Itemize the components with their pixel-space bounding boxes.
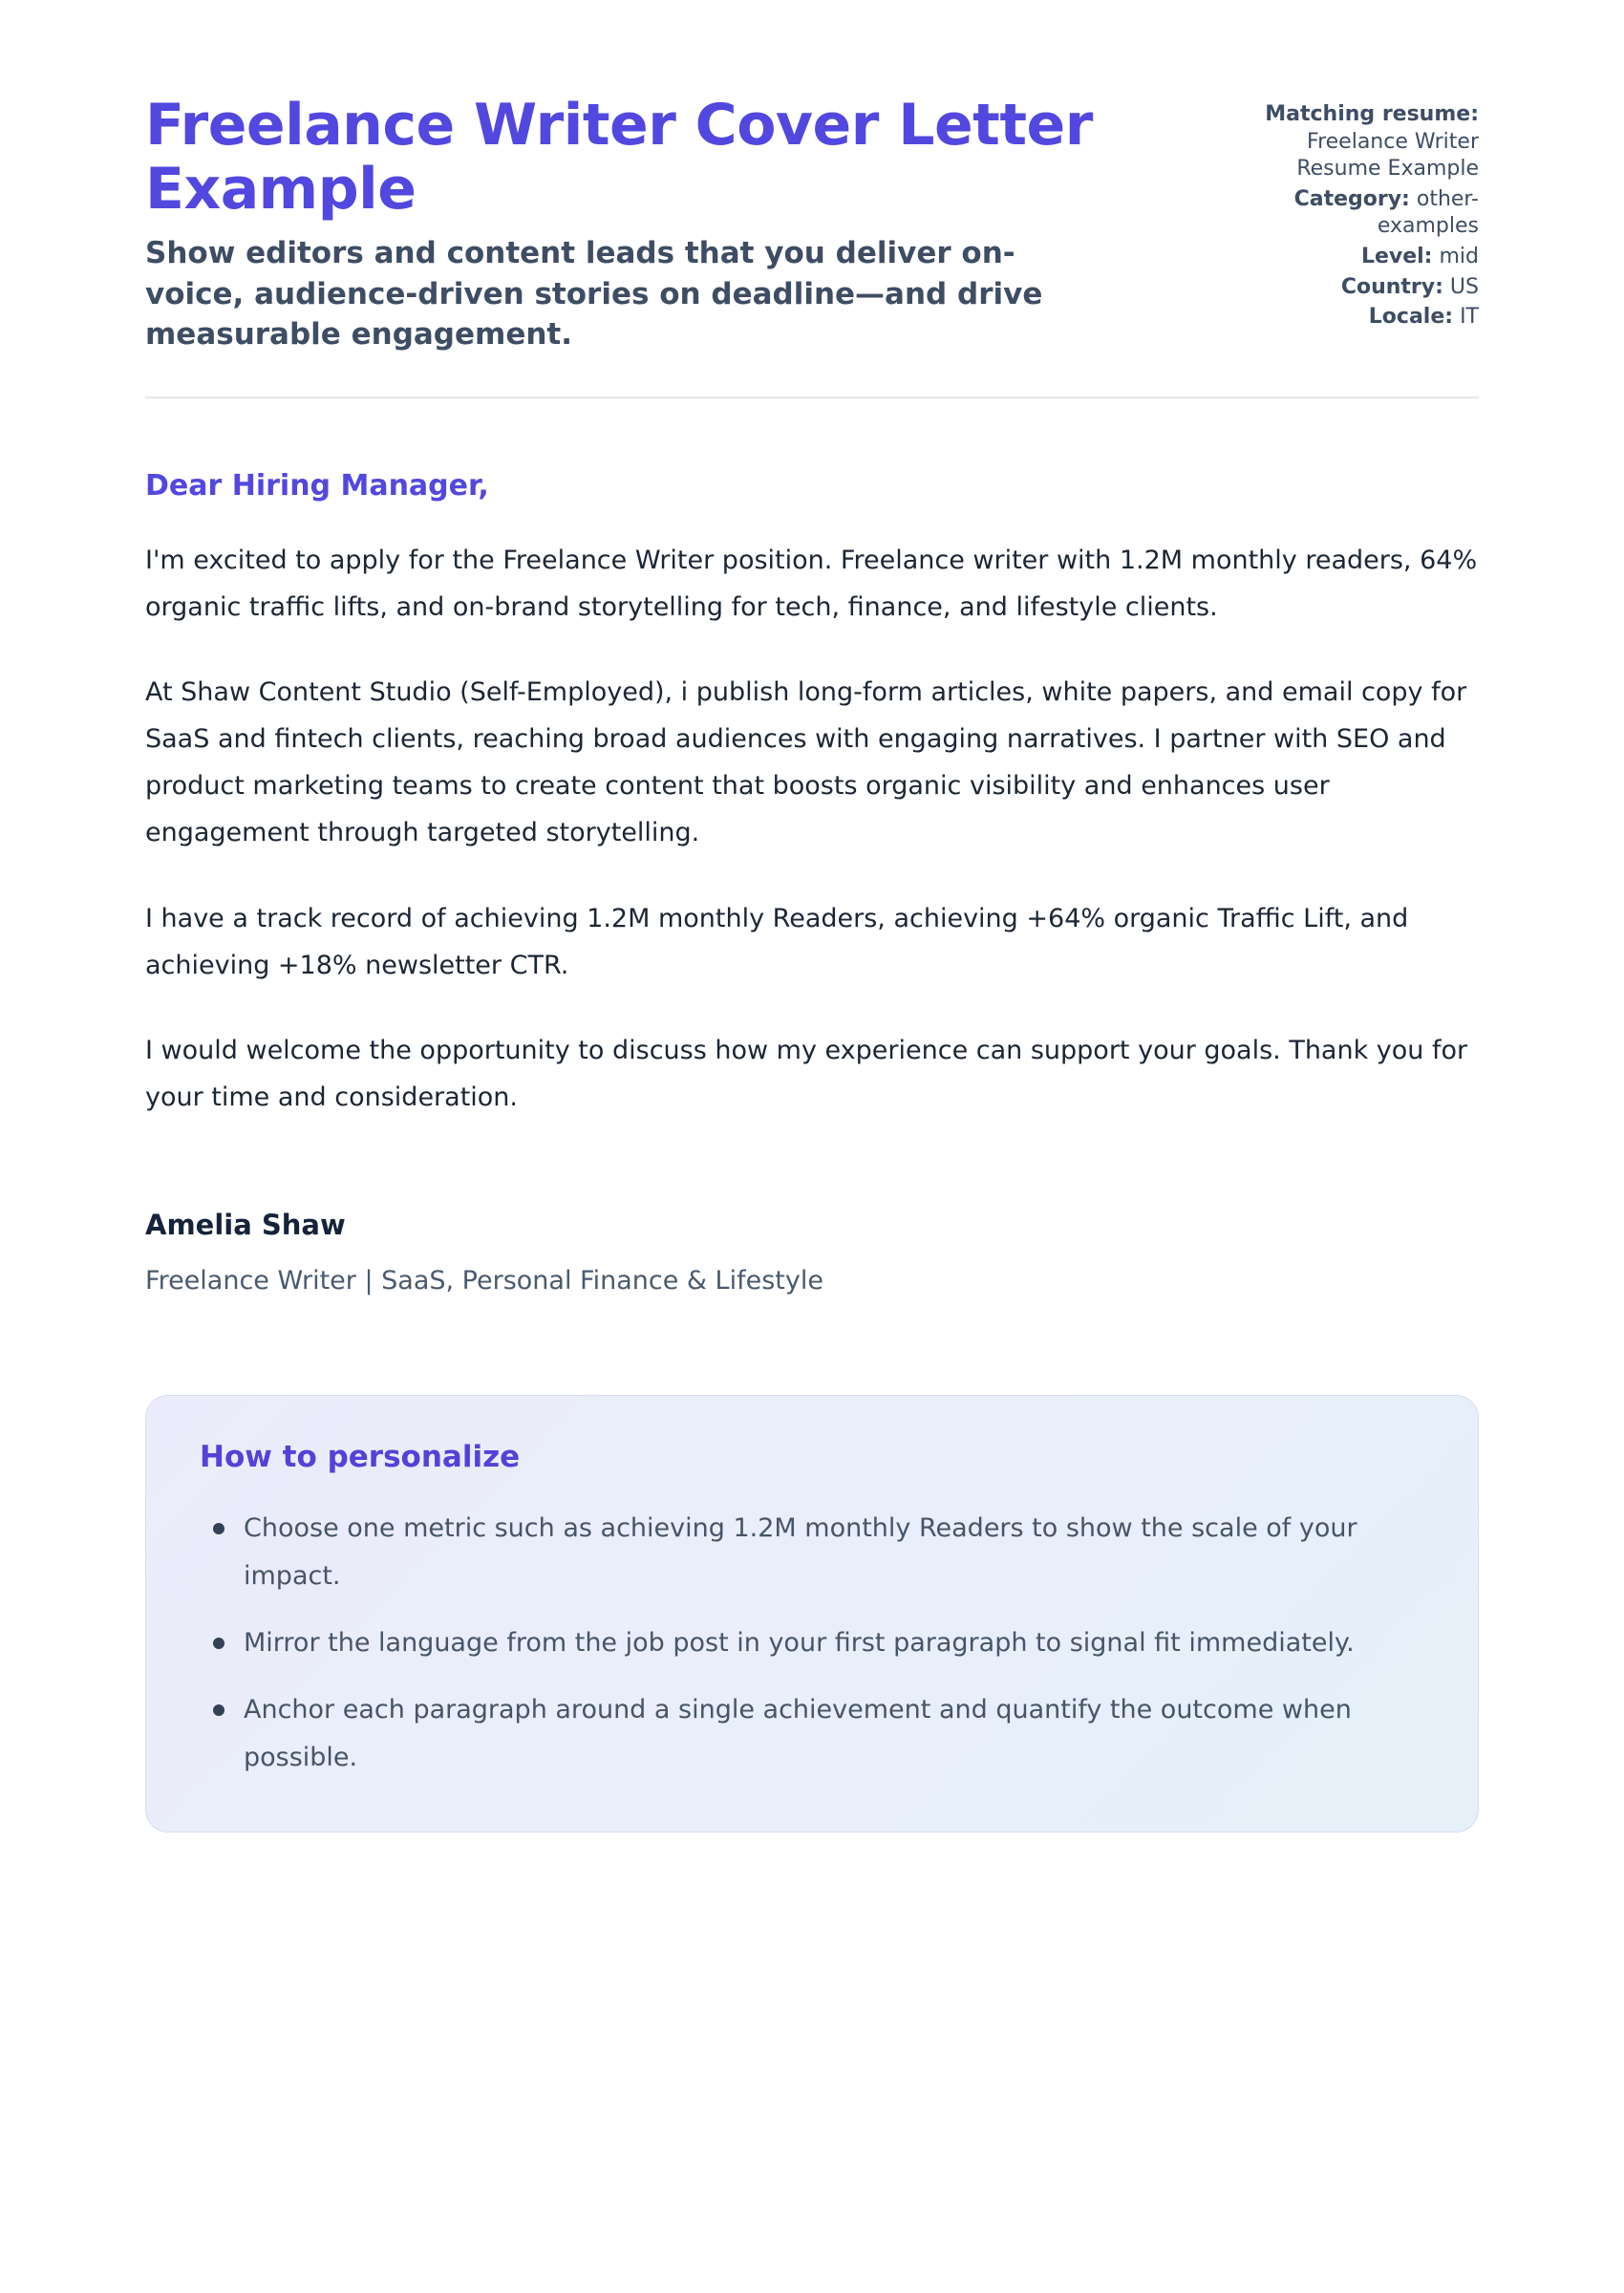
bullet-icon: [213, 1704, 224, 1716]
page-title: Freelance Writer Cover Letter Example: [145, 92, 1093, 224]
meta-locale-label: Locale:: [1368, 305, 1454, 330]
header-title-block: [145, 94, 1211, 354]
meta-locale: [1238, 304, 1479, 332]
signature-name: Amelia Shaw: [145, 1209, 346, 1242]
tip-item-3: [184, 1686, 1424, 1782]
letter-greeting: Dear Hiring Manager,: [145, 468, 489, 503]
meta-matching-resume-label: Matching resume:: [1265, 102, 1479, 126]
letter-body: [145, 469, 1479, 1296]
resume-meta-panel: [1238, 94, 1479, 334]
meta-level-value: mid: [1439, 244, 1479, 268]
letter-paragraph-2: At Shaw Content Studio (Self-Employed), i publish long-form articles, white papers, and email copy for SaaS and fintech clients, reaching broad audiences with engaging narratives. I partner with SEO and product marketing teams to create content that boosts organic visibility and enhances user engagement through targeted storytelling.: [145, 677, 1467, 848]
letter-paragraph-1: I'm excited to apply for the Freelance Writer position. Freelance writer with 1.2M monthly readers, 64% organic traffic lifts, and on-brand storytelling for tech, finance, and lifestyle clients.: [145, 545, 1478, 622]
meta-locale-value: IT: [1460, 305, 1479, 330]
meta-category-value: other-examples: [1377, 186, 1479, 239]
meta-matching-resume-value: Freelance Writer Resume Example: [1296, 129, 1479, 182]
letter-paragraph-4: I would welcome the opportunity to discuss how my experience can support your goals. Thank you for your time and consideration.: [145, 1035, 1468, 1112]
meta-level-label: Level:: [1360, 244, 1433, 268]
tip-item-2: [184, 1619, 1424, 1667]
bullet-icon: [213, 1523, 224, 1534]
meta-category-label: Category:: [1293, 186, 1410, 211]
tips-heading: How to personalize: [200, 1440, 521, 1475]
meta-country-label: Country:: [1340, 274, 1443, 299]
tip-item-1: [184, 1505, 1424, 1600]
tip-item-1-text: Choose one metric such as achieving 1.2M monthly Readers to show the scale of your impact.: [244, 1513, 1357, 1592]
header-divider: [145, 396, 1479, 398]
meta-level: [1238, 244, 1479, 271]
bullet-icon: [213, 1638, 224, 1649]
tips-list: [184, 1505, 1424, 1782]
meta-country-value: US: [1449, 274, 1479, 299]
personalize-tips-card: [145, 1395, 1479, 1832]
signature-role: Freelance Writer | SaaS, Personal Finance & Lifestyle: [145, 1266, 823, 1297]
meta-category: [1238, 186, 1479, 241]
meta-matching-resume: [1238, 101, 1479, 183]
meta-country: [1238, 274, 1479, 302]
letter-paragraph-3: I have a track record of achieving 1.2M monthly Readers, achieving +64% organic Traffic Lift, and achieving +18% newsletter CTR.: [145, 903, 1409, 980]
tip-item-2-text: Mirror the language from the job post in your first paragraph to signal fit immediately.: [244, 1627, 1355, 1658]
tip-item-3-text: Anchor each paragraph around a single achievement and quantify the outcome when possible.: [244, 1694, 1352, 1772]
page-header: [145, 94, 1479, 354]
page-subtitle: Show editors and content leads that you deliver on-voice, audience-driven stories on deadline—and drive measurable engagement.: [145, 236, 1043, 352]
